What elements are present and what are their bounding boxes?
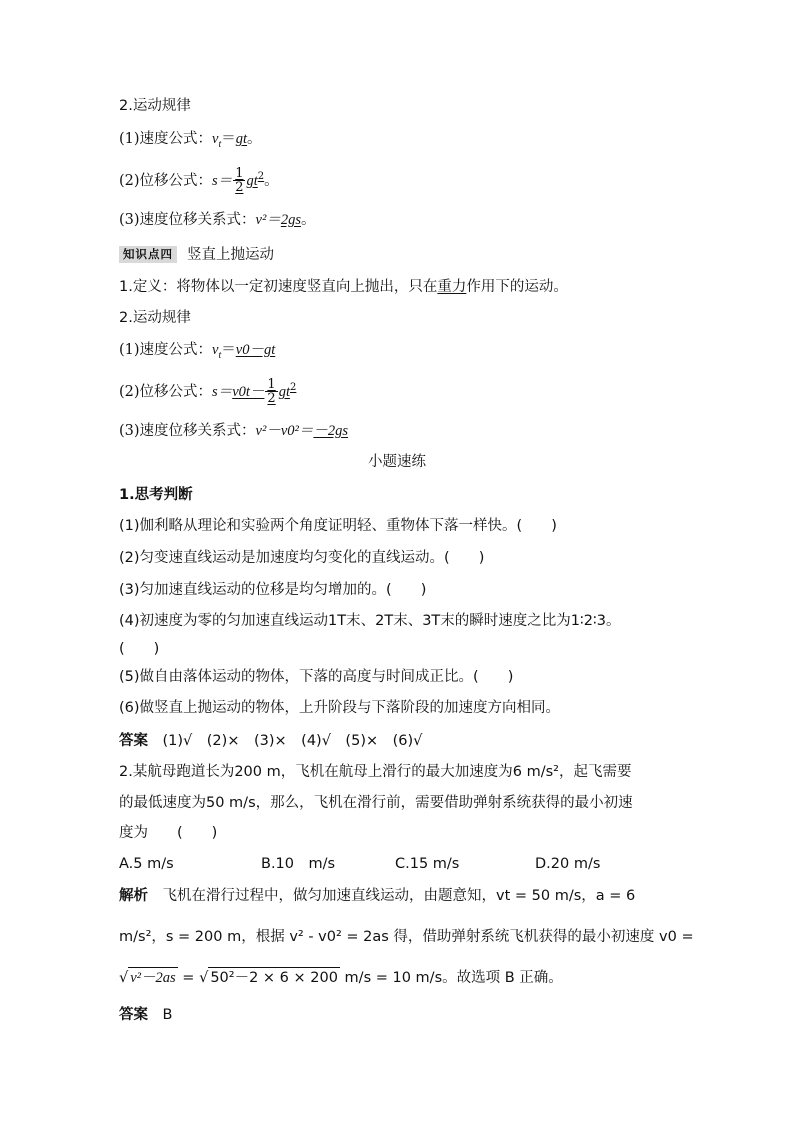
practice-title: 小题速练 — [368, 454, 426, 470]
section-title: 2.运动规律 — [119, 98, 191, 114]
option-c: C.15 m/s — [395, 856, 460, 872]
formula-symbol: v — [212, 131, 219, 147]
formula-label: (2)位移公式： — [119, 383, 213, 400]
judgment-item: (6)做竖直上抛运动的物体，上升阶段与下落阶段的加速度方向相同。 — [119, 700, 561, 716]
formula-symbol: v²＝ — [255, 212, 281, 228]
sqrt-icon: √ — [119, 970, 129, 986]
formula-end: 。 — [301, 212, 316, 228]
formula-answer: gt — [246, 172, 258, 189]
section-title: 2.运动规律 — [119, 310, 191, 326]
displacement-formula — [119, 378, 296, 405]
sqrt-icon: √ — [199, 970, 209, 986]
question-1-answer — [119, 731, 422, 751]
fraction-numerator: 1 — [235, 166, 244, 182]
judgment-item-continuation: ( ) — [119, 641, 160, 657]
formula-superscript: 2 — [257, 171, 265, 182]
formula-label: (3)速度位移关系式： — [119, 212, 256, 228]
knowledge-point-tag: 知识点四 — [119, 246, 177, 263]
option-a: A.5 m/s — [119, 856, 174, 872]
definition-text-end: 作用下的运动。 — [466, 279, 568, 295]
formula-label: (1)速度公式： — [119, 342, 213, 358]
option-b: B.10 m/s — [261, 856, 336, 872]
velocity-formula — [119, 340, 275, 366]
judgment-item: (4)初速度为零的匀加速直线运动1T末、2T末、3T末的瞬时速度之比为1∶2∶3。 — [119, 613, 621, 629]
formula-subscript: t — [218, 138, 222, 150]
question-2-stem: 度为 ( ) — [119, 825, 218, 841]
question-2-stem: 2.某航母跑道长为200 m，飞机在航母上滑行的最大加速度为6 m/s²，起飞需要 — [119, 764, 632, 780]
analysis-conclusion: m/s = 10 m/s。故选项 B 正确。 — [339, 970, 563, 986]
formula-superscript: 2 — [289, 382, 297, 393]
question-2-stem: 的最低速度为50 m/s，那么，飞机在滑行前，需要借助弹射系统获得的最小初速 — [119, 795, 633, 811]
formula-symbol: s＝ — [212, 383, 233, 400]
velocity-displacement-formula — [119, 210, 316, 230]
analysis-line: m/s²，s = 200 m，根据 v² - v0² = 2as 得，借助弹射系统飞机获得的最小初速度 v0 = — [119, 929, 694, 945]
fraction-denominator: 2 — [267, 391, 276, 407]
answer-label: 答案 — [119, 1007, 148, 1023]
formula-answer: gt — [235, 131, 248, 147]
question-1-title: 1.思考判断 — [119, 487, 193, 503]
answer-text: (1)√ (2)× (3)× (4)√ (5)× (6)√ — [162, 733, 423, 749]
formula-answer-tail: gt — [278, 383, 290, 400]
fraction — [233, 167, 245, 194]
fraction-numerator: 1 — [267, 377, 276, 393]
formula-answer: －2gs — [313, 423, 349, 439]
formula-answer: v0t－ — [232, 383, 265, 400]
equals: = — [177, 970, 200, 986]
fraction-denominator: 2 — [235, 180, 244, 196]
fraction — [265, 378, 277, 405]
answer-text: B — [162, 1007, 173, 1023]
judgment-item: (3)匀加速直线运动的位移是均匀增加的。( ) — [119, 582, 427, 598]
formula-label: (3)速度位移关系式： — [119, 423, 256, 439]
analysis-text: 飞机在滑行过程中，做匀加速直线运动，由题意知，vt = 50 m/s，a = 6 — [162, 888, 636, 904]
formula-equals: ＝ — [221, 131, 236, 147]
analysis-label: 解析 — [119, 888, 148, 904]
judgment-item: (1)伽利略从理论和实验两个角度证明轻、重物体下落一样快。( ) — [119, 518, 557, 534]
knowledge-point-header — [119, 245, 274, 265]
judgment-item: (2)匀变速直线运动是加速度均匀变化的直线运动。( ) — [119, 550, 485, 566]
answer-label: 答案 — [119, 733, 148, 749]
formula-end: 。 — [247, 131, 262, 147]
formula-symbol: v — [212, 342, 219, 358]
formula-equals: ＝ — [221, 342, 236, 358]
analysis — [119, 886, 635, 906]
sqrt-expression: v²－2as — [128, 967, 177, 988]
formula-symbol: v²－v0²＝ — [255, 423, 314, 439]
judgment-item: (5)做自由落体运动的物体，下落的高度与时间成正比。( ) — [119, 669, 514, 685]
formula-symbol: s＝ — [212, 172, 233, 189]
formula-end: 。 — [264, 172, 279, 189]
formula-label: (1)速度公式： — [119, 131, 213, 147]
knowledge-point-title: 竖直上抛运动 — [187, 247, 274, 263]
definition-text: 1.定义：将物体以一定初速度竖直向上抛出，只在 — [119, 279, 438, 295]
sqrt-expression: 50²－2 × 6 × 200 — [208, 967, 340, 988]
displacement-formula — [119, 167, 279, 194]
formula-label: (2)位移公式： — [119, 172, 213, 189]
definition — [119, 277, 568, 297]
analysis-line — [119, 967, 563, 988]
option-d: D.20 m/s — [535, 856, 601, 872]
question-2-answer — [119, 1005, 172, 1025]
velocity-formula — [119, 129, 262, 155]
formula-answer: v0－gt — [235, 342, 276, 358]
formula-answer: 2gs — [280, 212, 301, 228]
definition-key-term: 重力 — [437, 279, 467, 295]
velocity-displacement-formula — [119, 421, 348, 441]
formula-subscript: t — [218, 349, 222, 361]
